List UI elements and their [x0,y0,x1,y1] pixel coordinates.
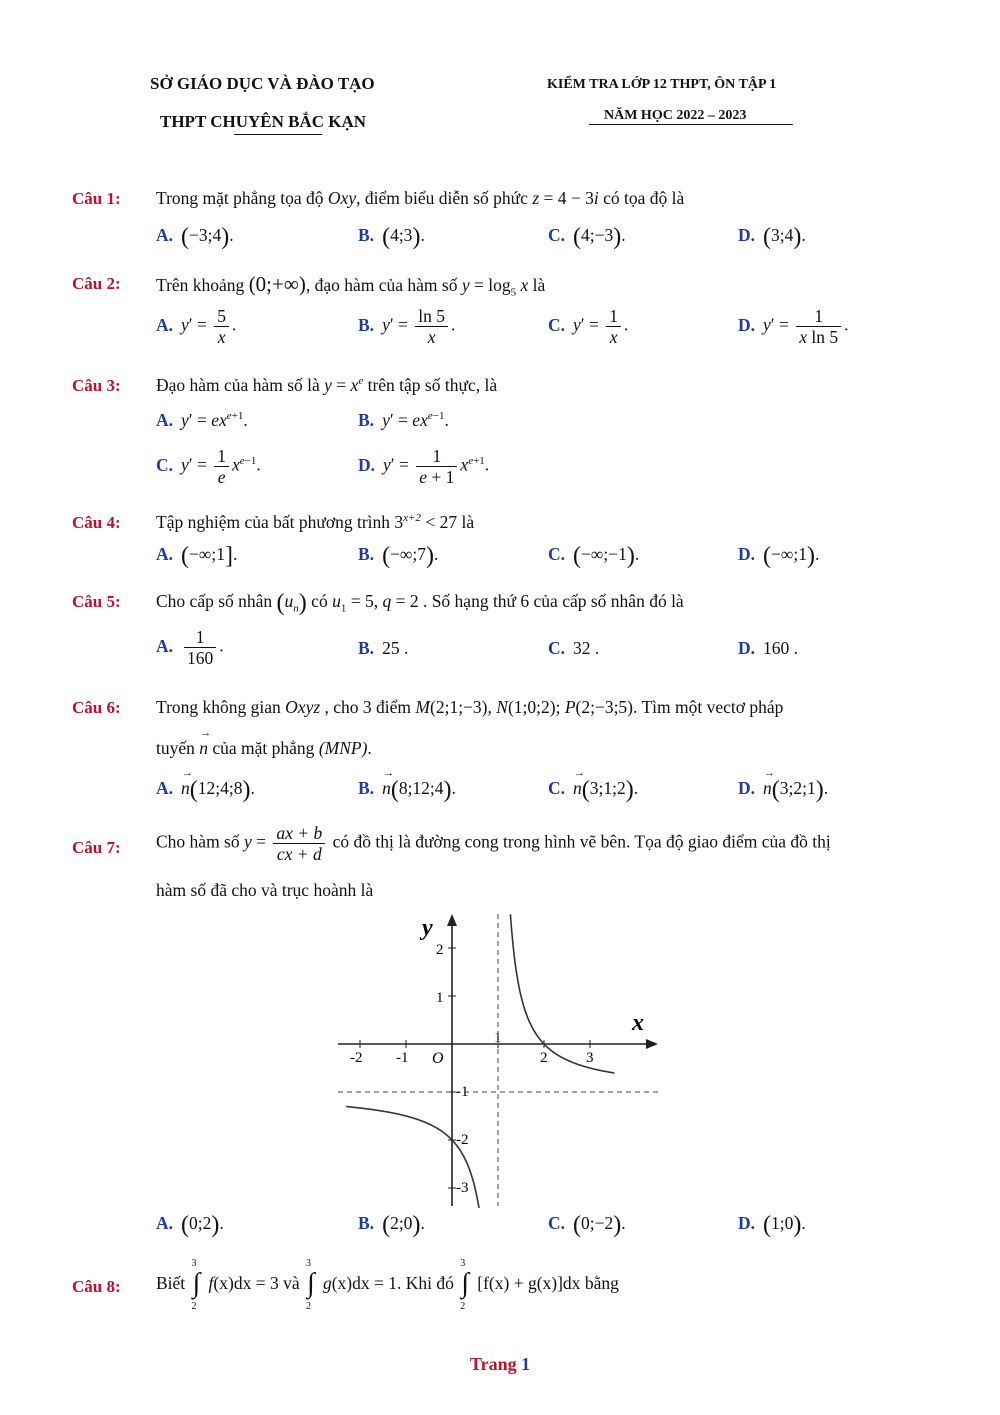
x-tick-label: 2 [540,1050,548,1066]
option-b[interactable]: B. $y' = ex^{e-1}$. [358,410,449,430]
x-ticks [350,1030,594,1066]
integral-sign: ∫ 3 2 [460,1258,469,1312]
question-text: Tập nghiệm của bất phương trình $3^{x+2} < 27$ là [156,512,475,532]
option-c[interactable]: C. y′ = $\frac{1}{e}$ $x^{e-1}$. [156,446,261,488]
option-c[interactable]: C. (−∞;−1). [548,543,640,569]
option-a[interactable]: A. y′ = $\frac{5}{x}$ . [156,306,237,348]
option-a[interactable]: A. (−∞;1]. [156,543,238,569]
option-b[interactable]: B. (−∞;7). [358,543,439,569]
page-footer: Trang 1 [469,1354,531,1374]
y-tick-label: 2 [436,942,444,958]
curve-right-branch [510,914,614,1073]
option-b[interactable]: B. (2;0). [358,1212,425,1238]
x-tick-label: 3 [586,1050,594,1066]
question-number: Câu 7: [72,838,121,857]
school-name: THPT CHUYÊN BẮC KẠN [160,112,367,131]
option-b[interactable]: B.→ n(8;12;4). [358,777,456,804]
y-tick-label: -1 [456,1084,469,1100]
option-a[interactable]: A. $\frac{1}{160}$ . [156,627,224,669]
question-text: Cho hàm số y = $\frac{ax + b}{cx + d}$ có đồ thị là đường cong trong hình vẽ bên. Tọa độ giao điểm của đồ thị [156,823,831,865]
x-tick-label: -1 [396,1050,409,1066]
option-c[interactable]: C. y′ = $\frac{1}{x}$ . [548,306,629,348]
question-text: Đạo hàm của hàm số là $y = x^e$ trên tập số thực, là [156,375,498,395]
question-text-cont: hàm số đã cho và trục hoành là [156,880,374,900]
question-text: Trong mặt phẳng tọa độ Oxy, điểm biểu diễn số phức z = 4 − 3i có tọa độ là [156,188,685,208]
question-text: Cho cấp số nhân $(u_n)$ có $u_1 = 5$, q = 2 . Số hạng thứ 6 của cấp số nhân đó là [156,590,684,616]
option-d[interactable]: D.→ n(3;2;1). [738,777,828,804]
department-name: SỞ GIÁO DỤC VÀ ĐÀO TẠO [150,74,375,93]
question-number: Câu 1: [72,189,121,208]
option-d[interactable]: D. (3;4). [738,224,806,250]
option-d[interactable]: D. (−∞;1). [738,543,820,569]
y-tick-label: 1 [436,990,444,1006]
question-text: Biết ∫ 3 2 f(x)dx = 3 và ∫ 3 2 g(x)dx = 1. Khi đó ∫ 3 2 [f(x) + g(x)]dx bằng [156,1258,619,1312]
option-c[interactable]: C. (0;−2). [548,1212,626,1238]
option-b[interactable]: B. y′ = $\frac{\ln 5}{x}$ . [358,306,456,348]
x-tick-label: -2 [350,1050,363,1066]
school-year: NĂM HỌC 2022 – 2023 [604,108,747,123]
question-number: Câu 8: [72,1277,121,1296]
x-tick-label: 1 [494,1030,502,1046]
year-underline [589,124,793,125]
question-number: Câu 2: [72,274,121,293]
option-b[interactable]: B. 25 . [358,638,409,658]
question-number: Câu 6: [72,698,121,717]
option-c[interactable]: C.→ n(3;1;2). [548,777,638,804]
option-d[interactable]: D. (1;0). [738,1212,806,1238]
question-text: Trên khoảng (0;+∞), đạo hàm của hàm số $y = \log_5 x$ là [156,272,546,299]
question-number: Câu 3: [72,376,121,395]
question-text: Trong không gian Oxyz , cho 3 điểm M(2;1;−3), N(1;0;2); P(2;−3;5). Tìm một vectơ pháp [156,697,784,717]
option-a[interactable]: A. (0;2). [156,1212,224,1238]
option-a[interactable]: A.→ n(12;4;8). [156,777,255,804]
question-number: Câu 5: [72,592,121,611]
school-underline [234,134,322,135]
integral-sign: ∫ 3 2 [305,1258,315,1312]
option-d[interactable]: D. 160 . [738,638,799,658]
exam-title: KIỂM TRA LỚP 12 THPT, ÔN TẬP 1 [547,77,777,92]
question-number: Câu 4: [72,513,121,532]
option-a[interactable]: A. $y' = ex^{e+1}$. [156,410,248,430]
option-d[interactable]: D. y′ = $\frac{1}{\text{x ln 5}}$ . [738,306,849,348]
function-graph [330,908,670,1208]
y-tick-label: -2 [456,1132,469,1148]
option-c[interactable]: C. 32 . [548,638,600,658]
x-axis-label: x [632,1010,644,1036]
y-axis-label: y [422,915,433,941]
origin-label: O [432,1050,444,1067]
integral-sign: ∫ 3 2 [191,1258,201,1312]
y-tick-label: -3 [456,1180,469,1196]
option-d[interactable]: D. y′ = $\frac{1}{e + 1}$ $x^{e+1}$. [358,446,490,488]
option-b[interactable]: B. (4;3). [358,224,425,250]
question-text-cont: tuyến → n của mặt phẳng (MNP). [156,738,372,759]
option-c[interactable]: C. (4;−3). [548,224,626,250]
option-a[interactable]: A. (−3;4). [156,224,234,250]
